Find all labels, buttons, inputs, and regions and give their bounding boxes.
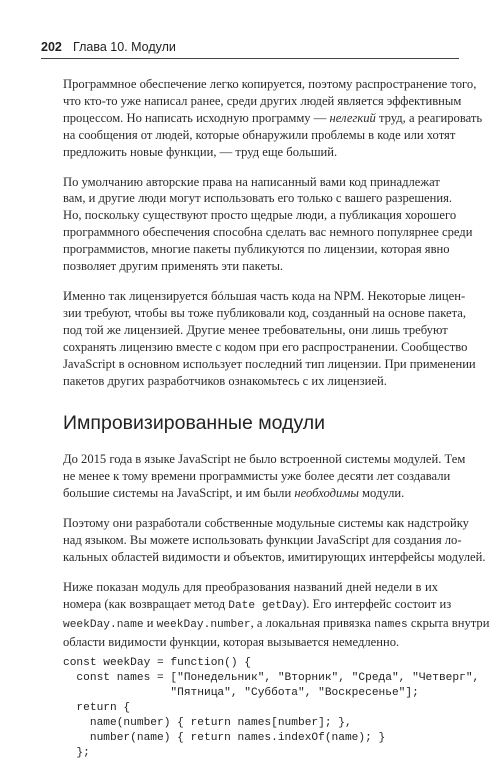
page-number: 202 xyxy=(41,40,62,54)
text-run: ). Его интерфейс состоит из xyxy=(302,596,452,611)
chapter-title: Глава 10. Модули xyxy=(73,40,176,54)
text-line: До 2015 года в языке JavaScript не было встроенной системы модулей. Тем xyxy=(63,452,466,467)
emphasis: необходимы xyxy=(294,486,359,501)
paragraph-licenses xyxy=(63,288,476,389)
text-run: , а локальная привязка xyxy=(250,615,375,630)
text-line: позволяет другим применять эти пакеты. xyxy=(63,259,284,274)
text-line: области видимости функции, которая вызывается немедленно. xyxy=(63,634,400,649)
header-rule xyxy=(41,58,459,59)
text-line: не менее к тому времени программисты уже более десяти лет создавали xyxy=(63,469,451,484)
text-run: большие системы на JavaScript, и им были xyxy=(63,486,295,501)
text-line: Ниже показан модуль для преобразования названий дней недели в их xyxy=(63,579,438,594)
text-line: зии требуют, чтобы вы тоже публиковали код, созданный на основе пакета, xyxy=(63,305,467,320)
text-line xyxy=(63,485,438,502)
text-line: что кто-то уже написал ранее, среди других людей является эффективным xyxy=(63,93,462,108)
text-line: Именно так лицензируется бóльшая часть кода на NPM. Некоторые лицен- xyxy=(63,288,466,303)
code-line: number(name) { return names.indexOf(name); } xyxy=(63,732,386,744)
text-line xyxy=(63,615,490,634)
paragraph-module-systems xyxy=(63,515,486,566)
text-line: пакетов других разработчиков ознакомьтесь с их лицензией. xyxy=(63,373,387,388)
running-header xyxy=(41,36,459,60)
text-line: По умолчанию авторские права на написанный вами код принадлежат xyxy=(63,174,440,189)
text-line: предложить новые функции, — труд еще больший. xyxy=(63,144,338,159)
code-line: const names = ["Понедельник", "Вторник", "Среда", "Четверг", xyxy=(63,672,480,685)
text-line xyxy=(63,596,452,615)
inline-code: weekDay.number xyxy=(156,618,251,631)
text-line: Но, поскольку существуют просто щедрые люди, а публикация хорошего xyxy=(63,208,457,223)
text-line: сохранять лицензию вместе с кодом при его распространении. Сообщество xyxy=(63,339,468,354)
code-line: return { xyxy=(63,702,131,715)
text-line: программного обеспечения способна сделать вас немного популярнее среди xyxy=(63,225,473,240)
text-run: модули. xyxy=(358,486,405,501)
text-run: номера (как возвращает метод xyxy=(63,596,229,611)
text-line: вам, и другие люди могут использовать его только с вашего разрешения. xyxy=(63,191,453,206)
text-line: над языком. Вы можете использовать функции JavaScript для создания ло- xyxy=(63,533,462,548)
paragraph-copying xyxy=(63,76,483,161)
paragraph-copyright xyxy=(63,174,473,275)
text-line: Программное обеспечение легко копируется, поэтому распространение того, xyxy=(63,77,477,91)
text-line: под той же лицензией. Другие менее требовательны, они лишь требуют xyxy=(63,322,448,337)
text-run: труд, а реагировать xyxy=(375,110,483,125)
section-heading: Импровизированные модули xyxy=(63,412,326,435)
text-line: на сообщения от людей, которые обнаружили проблемы в коде или хотят xyxy=(63,127,456,142)
text-line xyxy=(63,110,483,127)
text-run: и xyxy=(143,615,157,630)
emphasis: нелегкий xyxy=(329,110,376,125)
paragraph-weekday-intro xyxy=(63,579,490,651)
text-run: процессом. Но написать исходную программу — xyxy=(63,110,330,125)
page-body xyxy=(63,76,490,761)
text-line: кальных областей видимости и объектов, имитирующих интерфейсы модулей. xyxy=(63,549,486,564)
code-line: const weekDay = function() { xyxy=(63,657,251,670)
text-line: Поэтому они разработали собственные модульные системы как надстройку xyxy=(63,516,469,531)
text-line: программистов, многие пакеты публикуются по лицензии, которая явно xyxy=(63,242,450,257)
code-line: }; xyxy=(63,746,90,759)
inline-code: weekDay.name xyxy=(63,618,144,631)
code-line: name(number) { return names[number]; }, xyxy=(63,717,352,730)
inline-code: Date getDay xyxy=(228,599,303,612)
text-line: JavaScript в основном использует последний тип лицензии. При применении xyxy=(63,356,476,371)
code-line: "Пятница", "Суббота", "Воскресенье"]; xyxy=(63,687,419,700)
inline-code: names xyxy=(374,618,408,631)
text-run: скрыта внутри xyxy=(407,615,490,630)
paragraph-before-2015 xyxy=(63,451,466,502)
code-listing xyxy=(63,656,480,760)
